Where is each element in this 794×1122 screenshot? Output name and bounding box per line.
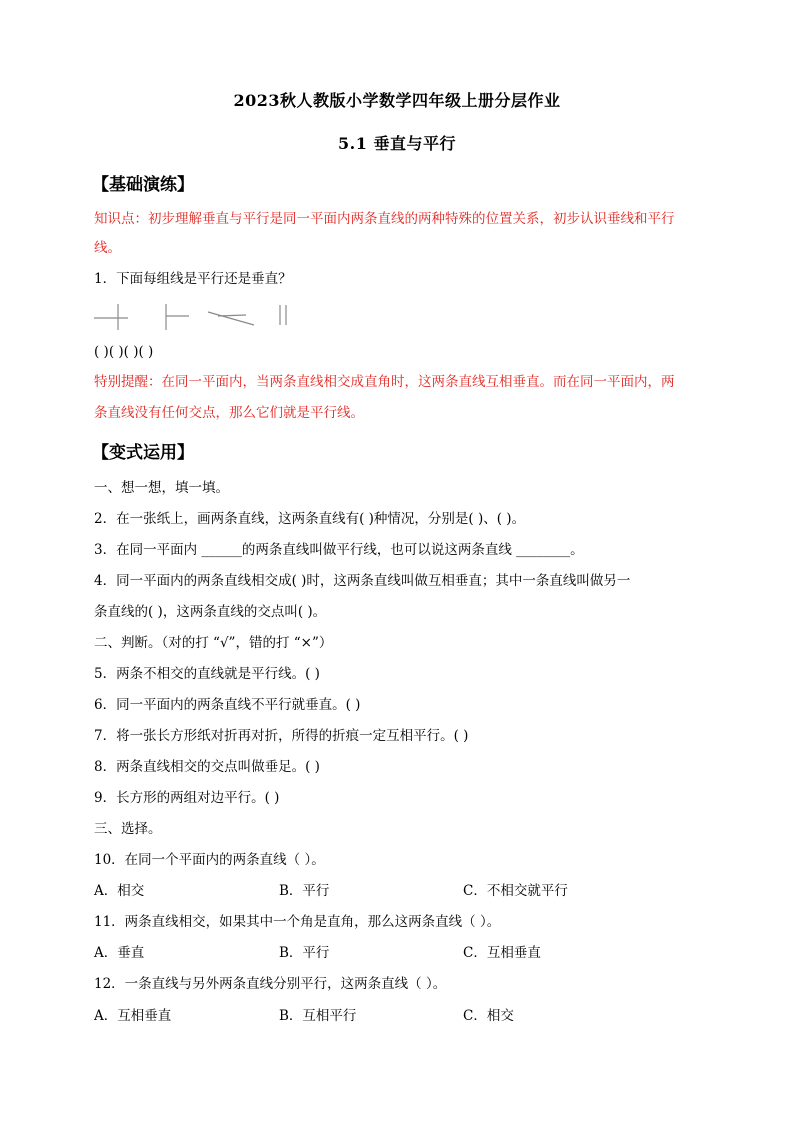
figure-3-line-a — [208, 312, 254, 325]
question-10: 10．在同一个平面内的两条直线（ ）。 — [94, 852, 325, 868]
question-4-line-2[interactable]: 条直线的( )，这两条直线的交点叫( )。 — [94, 604, 327, 620]
question-3[interactable]: 3．在同一平面内 ______的两条直线叫做平行线，也可以说这两条直线 ________。 — [94, 542, 584, 558]
special-tip-line-1: 特别提醒：在同一平面内，当两条直线相交成直角时，这两条直线互相垂直。而在同一平面内，两 — [94, 374, 675, 390]
part-judge-heading: 二、判断。（对的打 “√”，错的打 “×”） — [94, 635, 333, 651]
question-5[interactable]: 5．两条不相交的直线就是平行线。( ) — [94, 666, 320, 682]
question-10-option-c[interactable]: C．不相交就平行 — [463, 883, 568, 899]
question-1-answer-blanks[interactable]: ( )( )( )( ) — [94, 344, 154, 360]
question-11-option-a[interactable]: A．垂直 — [94, 945, 145, 961]
knowledge-point-line-2: 线。 — [94, 240, 121, 256]
part-fill-in-heading: 一、想一想，填一填。 — [94, 480, 229, 496]
lesson-subtitle: 5.1 垂直与平行 — [338, 134, 456, 153]
line-pairs-figure — [94, 302, 304, 332]
question-1: 1．下面每组线是平行还是垂直？ — [94, 271, 292, 287]
part-choice-heading: 三、选择。 — [94, 821, 162, 837]
question-11-option-b[interactable]: B．平行 — [279, 945, 330, 961]
question-2[interactable]: 2．在一张纸上，画两条直线，这两条直线有( )种情况，分别是( )、( )。 — [94, 511, 526, 527]
question-11-option-c[interactable]: C．互相垂直 — [463, 945, 541, 961]
question-11: 11．两条直线相交，如果其中一个角是直角，那么这两条直线（ ）。 — [94, 914, 501, 930]
question-4-line-1[interactable]: 4．同一平面内的两条直线相交成( )时，这两条直线叫做互相垂直；其中一条直线叫做另一 — [94, 573, 631, 589]
section-basic-practice: 【基础演练】 — [92, 175, 194, 195]
special-tip-line-2: 条直线没有任何交点，那么它们就是平行线。 — [94, 405, 364, 421]
question-12-option-b[interactable]: B．互相平行 — [279, 1008, 357, 1024]
knowledge-point-line-1: 知识点：初步理解垂直与平行是同一平面内两条直线的两种特殊的位置关系，初步认识垂线和平行 — [94, 211, 675, 227]
question-12-option-c[interactable]: C．相交 — [463, 1008, 514, 1024]
question-12-option-a[interactable]: A．互相垂直 — [94, 1008, 172, 1024]
question-9[interactable]: 9．长方形的两组对边平行。( ) — [94, 790, 280, 806]
question-12: 12．一条直线与另外两条直线分别平行，这两条直线（ ）。 — [94, 976, 447, 992]
question-8[interactable]: 8．两条直线相交的交点叫做垂足。( ) — [94, 759, 320, 775]
section-variant-application: 【变式运用】 — [92, 443, 194, 463]
question-7[interactable]: 7．将一张长方形纸对折再对折，所得的折痕一定互相平行。( ) — [94, 728, 469, 744]
question-10-option-b[interactable]: B．平行 — [279, 883, 330, 899]
figure-3-line-b — [218, 315, 246, 316]
question-6[interactable]: 6．同一平面内的两条直线不平行就垂直。( ) — [94, 697, 361, 713]
worksheet-title: 2023秋人教版小学数学四年级上册分层作业 — [233, 91, 561, 110]
question-10-option-a[interactable]: A．相交 — [94, 883, 145, 899]
